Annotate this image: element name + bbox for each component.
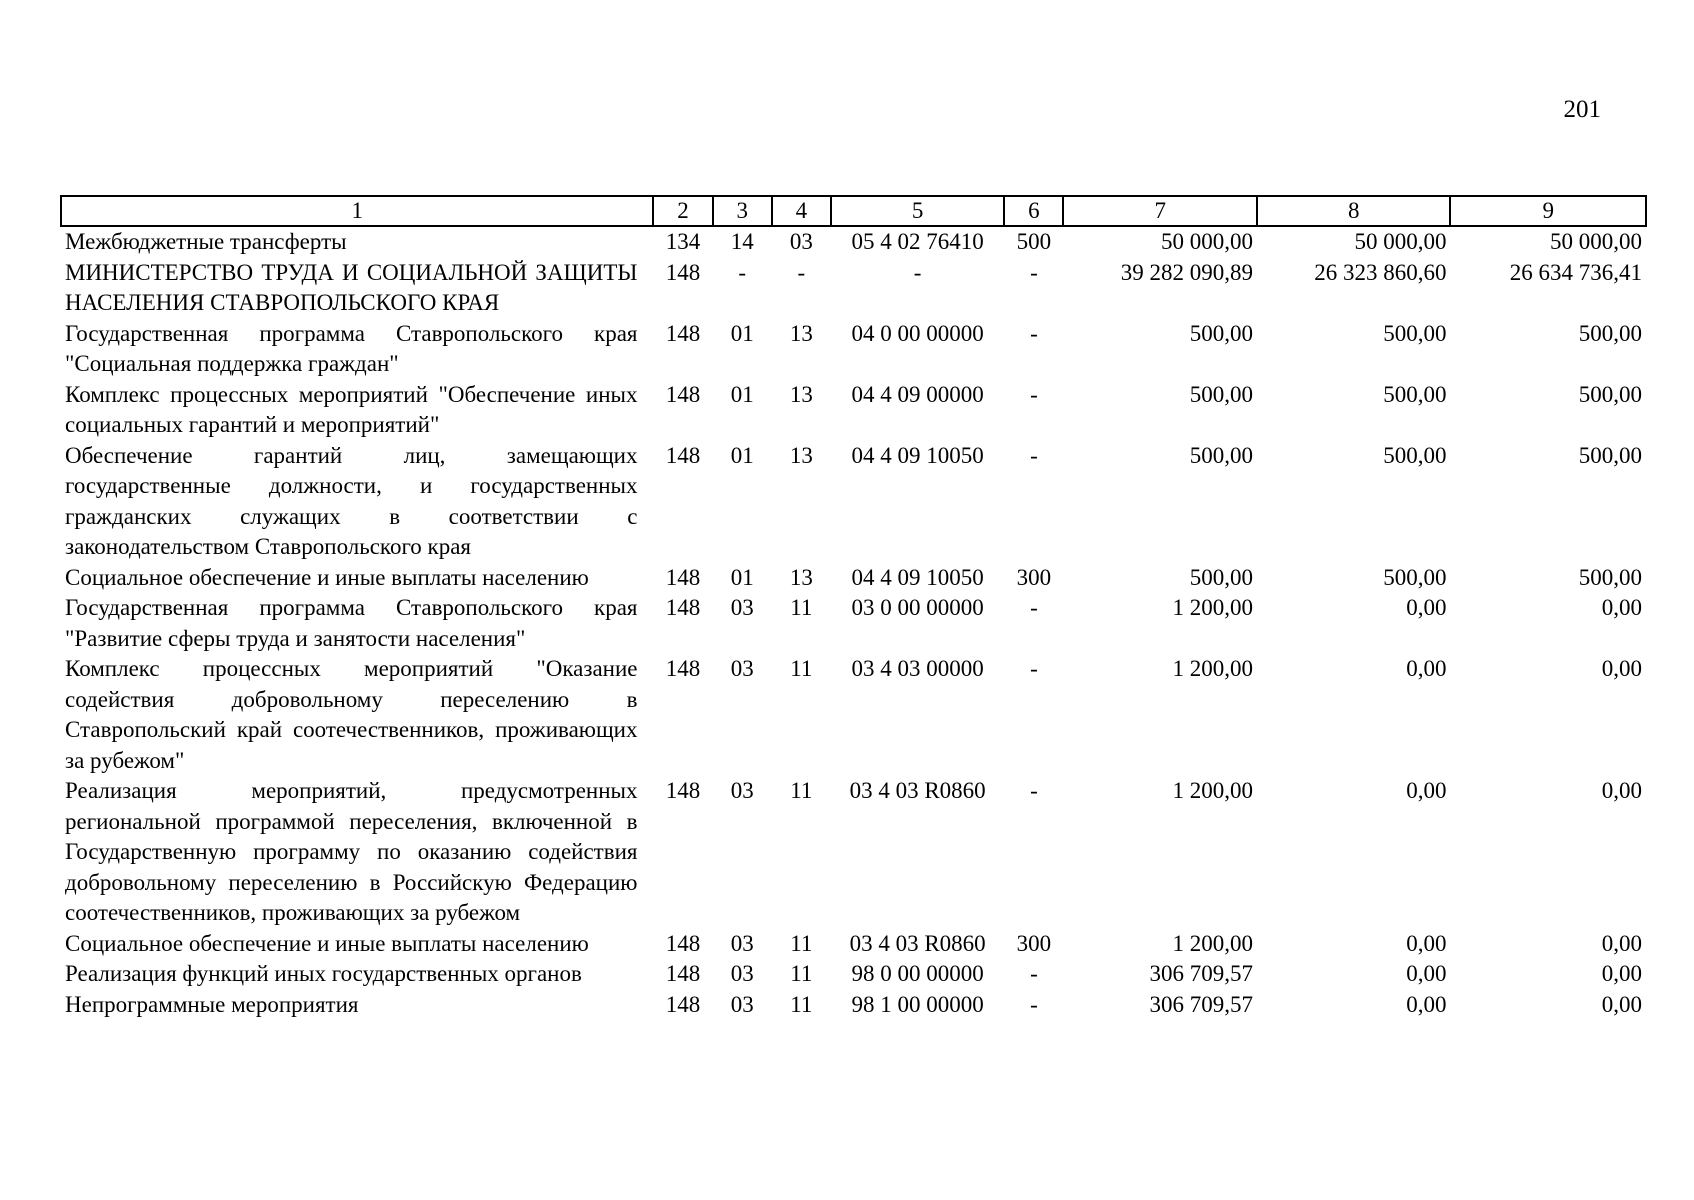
column-header-9: 9 [1450,196,1646,226]
amount-col-9: 0,00 [1601,778,1642,803]
code-expense-type: - [1030,442,1038,468]
code-expense-type: - [1030,961,1038,986]
row-name: Межбюджетные трансферты [65,229,347,254]
amount-col-9: 500,00 [1578,564,1642,590]
column-header-8: 8 [1257,196,1450,226]
code-ministry: 148 [665,961,701,986]
code-section: 03 [730,595,754,620]
table-row [61,226,1646,258]
row-name: Социальное обеспечение и иные выплаты населению [65,930,589,956]
column-header-1: 1 [61,196,653,226]
code-section: 03 [730,778,754,803]
code-expense-type: 300 [1016,930,1052,956]
row-name: Обеспечение гарантий лиц, замещающих государственные должности, и государственных гражданских служащих в соответствии с законодательством Ставропольского края [65,442,638,559]
code-target: 03 4 03 R0860 [849,778,986,803]
amount-col-8: 0,00 [1406,961,1447,986]
amount-col-8: 0,00 [1406,595,1447,620]
code-target: 03 4 03 R0860 [849,930,986,956]
table-body [61,226,1646,1020]
code-ministry: 148 [665,564,701,590]
amount-col-9: 50 000,00 [1550,229,1642,254]
code-ministry: 148 [665,778,701,803]
amount-col-9: 0,00 [1601,595,1642,620]
amount-col-8: 500,00 [1383,381,1447,407]
row-name: Социальное обеспечение и иные выплаты населению [65,564,589,590]
amount-col-7: 1 200,00 [1172,778,1253,803]
code-subsection: 11 [790,595,813,620]
table-row [61,319,1646,380]
code-section: 03 [730,961,754,986]
code-target: 03 0 00 00000 [851,595,984,620]
code-section: 03 [730,991,754,1017]
row-name: Реализация мероприятий, предусмотренных региональной программой переселения, включенной в Государственную программу по оказанию содействия добровольному переселению в Российскую Федерацию соотечественников, проживающих за рубежом [65,778,638,925]
code-ministry: 148 [665,656,701,681]
table-row [61,654,1646,776]
page-number: 201 [1563,96,1601,123]
amount-col-7: 306 709,57 [1149,991,1253,1017]
row-name: Реализация функций иных государственных органов [65,961,582,986]
code-subsection: 13 [789,320,813,346]
table-row [61,929,1646,960]
code-subsection: 13 [789,442,813,468]
code-section: 01 [730,381,754,407]
code-ministry: 148 [665,442,701,468]
code-target: 98 0 00 00000 [851,961,984,986]
table-row [61,959,1646,990]
code-expense-type: 300 [1016,564,1052,590]
code-ministry: 148 [665,320,701,346]
amount-col-7: 1 200,00 [1172,656,1253,681]
table-row [61,990,1646,1021]
code-subsection: 11 [790,930,813,956]
amount-col-7: 500,00 [1189,320,1253,346]
table-row [61,593,1646,654]
row-name: МИНИСТЕРСТВО ТРУДА И СОЦИАЛЬНОЙ ЗАЩИТЫ НАСЕЛЕНИЯ СТАВРОПОЛЬСКОГО КРАЯ [65,259,638,315]
amount-col-7: 50 000,00 [1160,229,1253,254]
amount-col-7: 500,00 [1189,564,1253,590]
amount-col-8: 0,00 [1406,778,1447,803]
code-subsection: 13 [789,564,813,590]
amount-col-9: 0,00 [1601,961,1642,986]
code-section: 01 [730,442,754,468]
amount-col-9: 26 634 736,41 [1509,259,1642,285]
code-section: 03 [730,930,754,956]
code-section: 01 [730,564,754,590]
column-header-6: 6 [1004,196,1063,226]
row-name: Комплекс процессных мероприятий "Обеспечение иных социальных гарантий и мероприятий" [65,381,638,437]
row-name: Непрограммные мероприятия [65,991,359,1017]
code-section: - [738,259,747,285]
amount-col-8: 0,00 [1406,930,1447,956]
code-subsection: 03 [789,229,813,254]
code-expense-type: - [1030,656,1038,681]
amount-col-8: 0,00 [1406,991,1447,1017]
code-subsection: 11 [790,656,813,681]
code-expense-type: 500 [1016,229,1052,254]
code-target: 98 1 00 00000 [851,991,984,1017]
table-row [61,563,1646,594]
code-target: 04 4 09 10050 [851,442,984,468]
budget-table [60,195,1647,1020]
code-ministry: 148 [665,930,701,956]
code-subsection: 11 [790,991,813,1017]
column-header-5: 5 [831,196,1004,226]
amount-col-7: 500,00 [1189,442,1253,468]
code-target: - [913,259,922,285]
amount-col-9: 500,00 [1578,381,1642,407]
code-ministry: 148 [665,991,701,1017]
code-expense-type: - [1030,778,1038,803]
code-expense-type: - [1030,381,1038,407]
code-expense-type: - [1030,320,1038,346]
code-section: 14 [730,229,754,254]
table-row [61,441,1646,563]
amount-col-7: 306 709,57 [1149,961,1253,986]
table-header [61,196,1646,226]
amount-col-8: 0,00 [1406,656,1447,681]
code-section: 01 [730,320,754,346]
column-header-7: 7 [1063,196,1256,226]
code-subsection: 11 [790,961,813,986]
amount-col-8: 500,00 [1383,442,1447,468]
table-row [61,380,1646,441]
code-subsection: 11 [790,778,813,803]
code-subsection: - [797,259,806,285]
header-row [61,196,1646,226]
code-expense-type: - [1030,991,1038,1017]
amount-col-9: 500,00 [1578,320,1642,346]
amount-col-9: 0,00 [1601,930,1642,956]
code-subsection: 13 [789,381,813,407]
row-name: Комплекс процессных мероприятий "Оказание содействия добровольному переселению в Ставропольский край соотечественников, проживающих за рубежом" [65,656,638,773]
amount-col-8: 500,00 [1383,564,1447,590]
column-header-2: 2 [653,196,712,226]
amount-col-7: 39 282 090,89 [1120,259,1253,285]
amount-col-8: 26 323 860,60 [1314,259,1447,285]
code-ministry: 134 [665,229,701,254]
row-name: Государственная программа Ставропольского края "Развитие сферы труда и занятости населения" [65,595,638,651]
row-name: Государственная программа Ставропольского края "Социальная поддержка граждан" [65,320,638,376]
amount-col-9: 500,00 [1578,442,1642,468]
code-target: 04 4 09 10050 [851,564,984,590]
code-target: 04 0 00 00000 [851,320,984,346]
table-row [61,776,1646,929]
table-row [61,258,1646,319]
code-target: 03 4 03 00000 [851,656,984,681]
code-expense-type: - [1030,595,1038,620]
amount-col-9: 0,00 [1601,656,1642,681]
amount-col-8: 500,00 [1383,320,1447,346]
code-ministry: 148 [665,381,701,407]
code-ministry: 148 [665,259,701,285]
amount-col-8: 50 000,00 [1354,229,1447,254]
amount-col-7: 500,00 [1189,381,1253,407]
code-target: 05 4 02 76410 [851,229,984,254]
amount-col-7: 1 200,00 [1172,595,1253,620]
code-expense-type: - [1030,259,1038,285]
code-target: 04 4 09 00000 [851,381,984,407]
code-section: 03 [730,656,754,681]
column-header-3: 3 [713,196,772,226]
column-header-4: 4 [772,196,831,226]
amount-col-7: 1 200,00 [1172,930,1253,956]
amount-col-9: 0,00 [1601,991,1642,1017]
code-ministry: 148 [665,595,701,620]
